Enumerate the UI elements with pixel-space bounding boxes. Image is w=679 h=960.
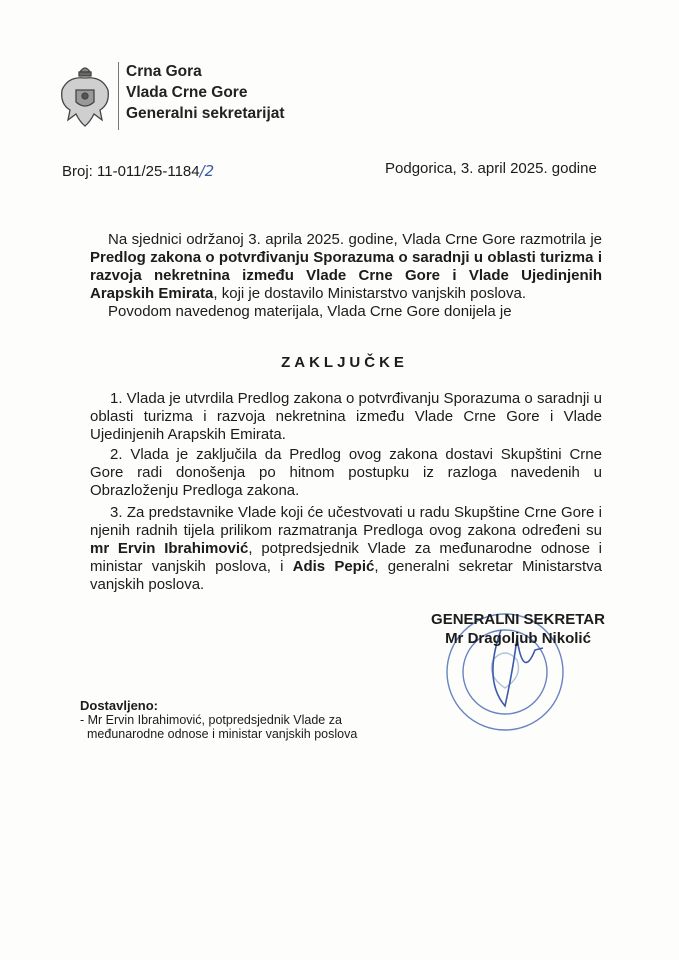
delivered-label: Dostavljeno: xyxy=(80,698,159,713)
header-divider xyxy=(118,62,119,130)
signatory-title: GENERALNI SEKRETAR xyxy=(431,611,605,628)
intro-text: Na sjednici održanoj 3. aprila 2025. godine, Vlada Crne Gore razmotrila je xyxy=(108,231,602,248)
representative-1: mr Ervin Ibrahimović xyxy=(90,540,249,557)
conclusion-3-text: , generalni sekretar Ministarstva vanjskih poslova. xyxy=(90,558,602,593)
conclusion-1: 1. Vlada je utvrdila Predlog zakona o potvrđivanju Sporazuma o saradnji u oblasti turizma i razvoja nekretnina između Vlade Crne Gore i Vlade Ujedinjenih Arapskih Emirata. xyxy=(90,390,602,443)
conclusion-3 xyxy=(90,504,602,594)
intro-paragraph xyxy=(90,231,602,303)
intro-section xyxy=(90,231,602,321)
reference-number xyxy=(62,162,214,180)
reference-label: Broj: 11-011/25-1184 xyxy=(62,163,200,180)
handwritten-suffix: /2 xyxy=(199,162,215,180)
country-name: Crna Gora xyxy=(126,63,202,80)
conclusion-3-text: , potpredsjednik Vlade za međunarodne odnose i ministar vanjskih poslova, i xyxy=(90,540,603,575)
signature-block xyxy=(418,610,618,648)
department-name: Generalni sekretarijat xyxy=(126,105,285,122)
delivered-to xyxy=(80,699,357,741)
conclusions-list xyxy=(90,390,602,594)
conclusion-3-text: 3. Za predstavnike Vlade koji će učestvovati u radu Skupštine Crne Gore i njenih radnih tijela prilikom razmatranja Predloga ovog zakona određeni su xyxy=(90,504,602,539)
representative-2: Adis Pepić xyxy=(292,558,375,575)
coat-of-arms-icon xyxy=(58,62,112,130)
section-title: ZAKLJUČKE xyxy=(281,354,408,371)
intro-text-end: , koji je dostavilo Ministarstvo vanjskih poslova. xyxy=(213,285,527,302)
signatory-name: Mr Dragoljub Nikolić xyxy=(445,630,591,647)
conclusion-2: 2. Vlada je zaključila da Predlog ovog zakona dostavi Skupštini Crne Gore radi donošenja po hitnom postupku iz razloga navedenih u Obrazloženju Predloga zakona. xyxy=(90,446,602,499)
letterhead xyxy=(126,61,285,124)
government-name: Vlada Crne Gore xyxy=(126,84,248,101)
recipient-continued: međunarodne odnose i ministar vanjskih poslova xyxy=(87,727,358,741)
recipient: - Mr Ervin Ibrahimović, potpredsjednik Vlade za xyxy=(80,713,342,727)
intro-bold-text: Predlog zakona o potvrđivanju Sporazuma o saradnji u oblasti turizma i razvoja nekretnina između Vlade Crne Gore i Vlade Ujedinjenih Arapskih Emirata xyxy=(90,249,602,302)
intro-second: Povodom navedenog materijala, Vlada Crne Gore donijela je xyxy=(108,303,512,320)
place-date: Podgorica, 3. april 2025. godine xyxy=(385,160,597,177)
